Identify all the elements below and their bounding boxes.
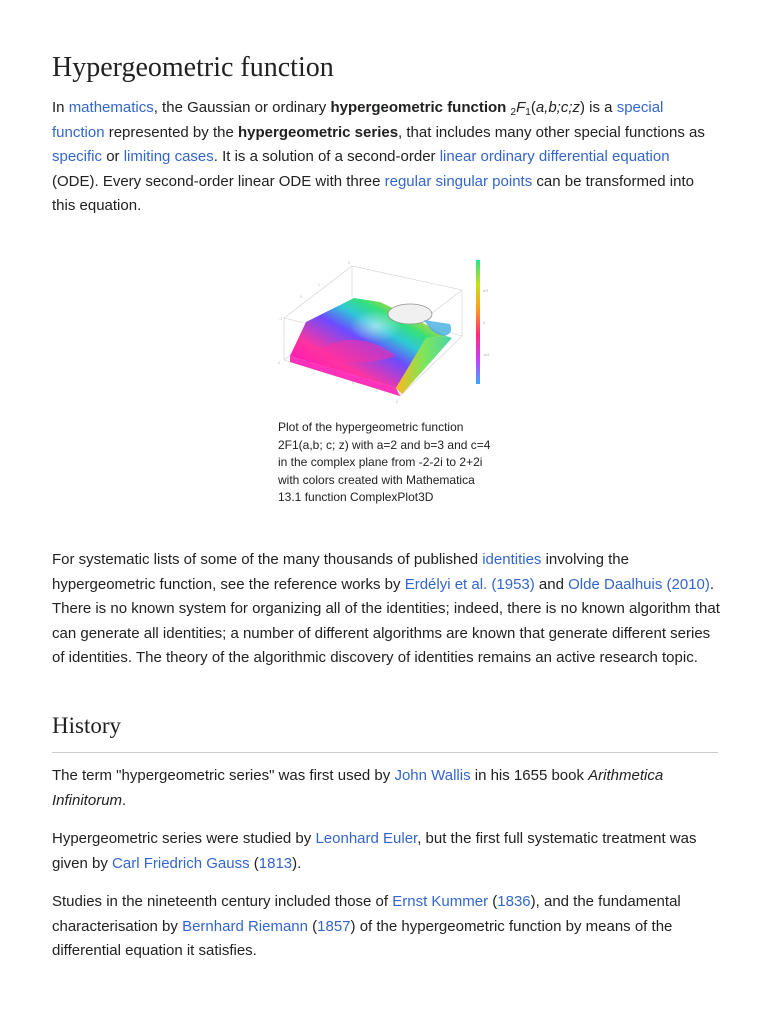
color-legend-bar <box>476 260 480 384</box>
bold-hypergeometric-series: hypergeometric series <box>237 123 399 141</box>
link-special-function[interactable]: special function <box>52 99 664 141</box>
text: or <box>102 148 124 166</box>
formula-subscript-right: 1 <box>525 107 531 118</box>
svg-text:-1: -1 <box>312 371 316 375</box>
link-ernst-kummer[interactable]: Ernst Kummer <box>392 893 489 910</box>
formula-subscript-left: 2 <box>510 107 517 118</box>
link-john-wallis[interactable]: John Wallis <box>394 767 471 784</box>
text: ( <box>488 893 498 910</box>
color-legend-ticks <box>483 289 490 357</box>
bold-hypergeometric-function: hypergeometric function <box>330 99 507 116</box>
text: , that includes many other special functions as <box>398 123 705 141</box>
link-bernhard-riemann[interactable]: Bernhard Riemann <box>182 917 308 935</box>
history-paragraph-1 <box>52 764 720 813</box>
svg-text:0: 0 <box>300 295 302 299</box>
link-leonhard-euler[interactable]: Leonhard Euler <box>315 830 418 847</box>
history-paragraph-3 <box>52 890 720 964</box>
link-limiting-cases[interactable]: limiting cases <box>123 148 214 166</box>
text: . There is no known system for organizing all of the identities; indeed, there is no known algorithm that can generate all identities; a number of different algorithms are known that generate different series of identities. The theory of the algorithmic discovery of identities remains an active research topic. <box>52 575 720 667</box>
link-regular-singular-points[interactable]: regular singular points <box>384 172 533 190</box>
text: ( <box>307 917 318 935</box>
text: , the Gaussian or ordinary <box>153 99 331 116</box>
text: In <box>52 99 69 116</box>
text: For systematic lists of some of the many thousands of published <box>52 551 483 568</box>
text: (ODE). Every second-order linear ODE with three <box>52 172 385 190</box>
text: ). <box>292 854 302 872</box>
svg-text:-1: -1 <box>279 317 283 321</box>
link-mathematics[interactable]: mathematics <box>68 99 154 116</box>
link-erdelyi[interactable]: Erdélyi et al. (1953) <box>404 575 535 593</box>
text: involving the hypergeometric function, see the reference works by <box>52 551 629 593</box>
svg-text:1: 1 <box>318 283 320 287</box>
formula-args: a,b;c;z <box>535 99 580 116</box>
formula-f: F <box>516 99 526 116</box>
formula-close: ) <box>580 99 585 116</box>
intro-paragraph <box>52 96 720 219</box>
text: ) of the hypergeometric function by means of the differential equation it satisfies. <box>52 917 673 960</box>
link-carl-friedrich-gauss[interactable]: Carl Friedrich Gauss <box>112 854 250 872</box>
text: Studies in the nineteenth century included those of <box>52 893 393 910</box>
svg-text:0: 0 <box>483 321 485 325</box>
history-paragraph-2 <box>52 827 720 876</box>
formula-open: ( <box>530 99 536 116</box>
link-olde-daalhuis[interactable]: Olde Daalhuis (2010) <box>568 575 710 593</box>
svg-text:2: 2 <box>396 400 398 404</box>
text: . <box>122 791 127 809</box>
svg-text:0: 0 <box>352 381 354 385</box>
text: ), and the fundamental characterisation by <box>52 893 681 935</box>
svg-text:π/2: π/2 <box>483 289 489 293</box>
identities-paragraph <box>52 548 720 671</box>
svg-text:-π/2: -π/2 <box>483 353 490 357</box>
text: in his 1655 book <box>470 767 589 784</box>
text: represented by the <box>104 123 238 141</box>
text: ( <box>249 854 259 872</box>
text: can be transformed into this equation. <box>52 172 694 215</box>
page-title: Hypergeometric function <box>52 52 334 83</box>
text: . It is a solution of a second-order <box>213 148 440 166</box>
link-1836[interactable]: 1836 <box>497 893 531 910</box>
svg-text:2: 2 <box>348 261 350 265</box>
book-title: Arithmetica Infinitorum <box>52 767 664 809</box>
link-1857[interactable]: 1857 <box>317 917 351 935</box>
text: and <box>534 575 569 593</box>
figure-caption: Plot of the hypergeometric function 2F1(a,b; c; z) with a=2 and b=3 and c=4 in the complex plane from -2-2i to 2+2i with colors created with Mathematica 13.1 function ComplexPlot3D <box>278 420 491 504</box>
link-linear-ode[interactable]: linear ordinary differential equation <box>439 148 670 166</box>
text: Hypergeometric series were studied by <box>52 830 316 847</box>
link-1813[interactable]: 1813 <box>258 854 293 872</box>
svg-text:-2: -2 <box>277 361 281 365</box>
figure-complex-plot[interactable] <box>276 256 496 408</box>
text: The term "hypergeometric series" was first used by <box>52 767 395 784</box>
section-heading-history: History <box>52 710 718 753</box>
complex-plot-image[interactable] <box>276 256 496 408</box>
text: , but the first full systematic treatment was given by <box>52 830 697 872</box>
text: is a <box>585 99 617 116</box>
link-specific[interactable]: specific <box>52 148 103 166</box>
svg-text:1: 1 <box>376 389 378 393</box>
link-identities[interactable]: identities <box>482 551 542 568</box>
